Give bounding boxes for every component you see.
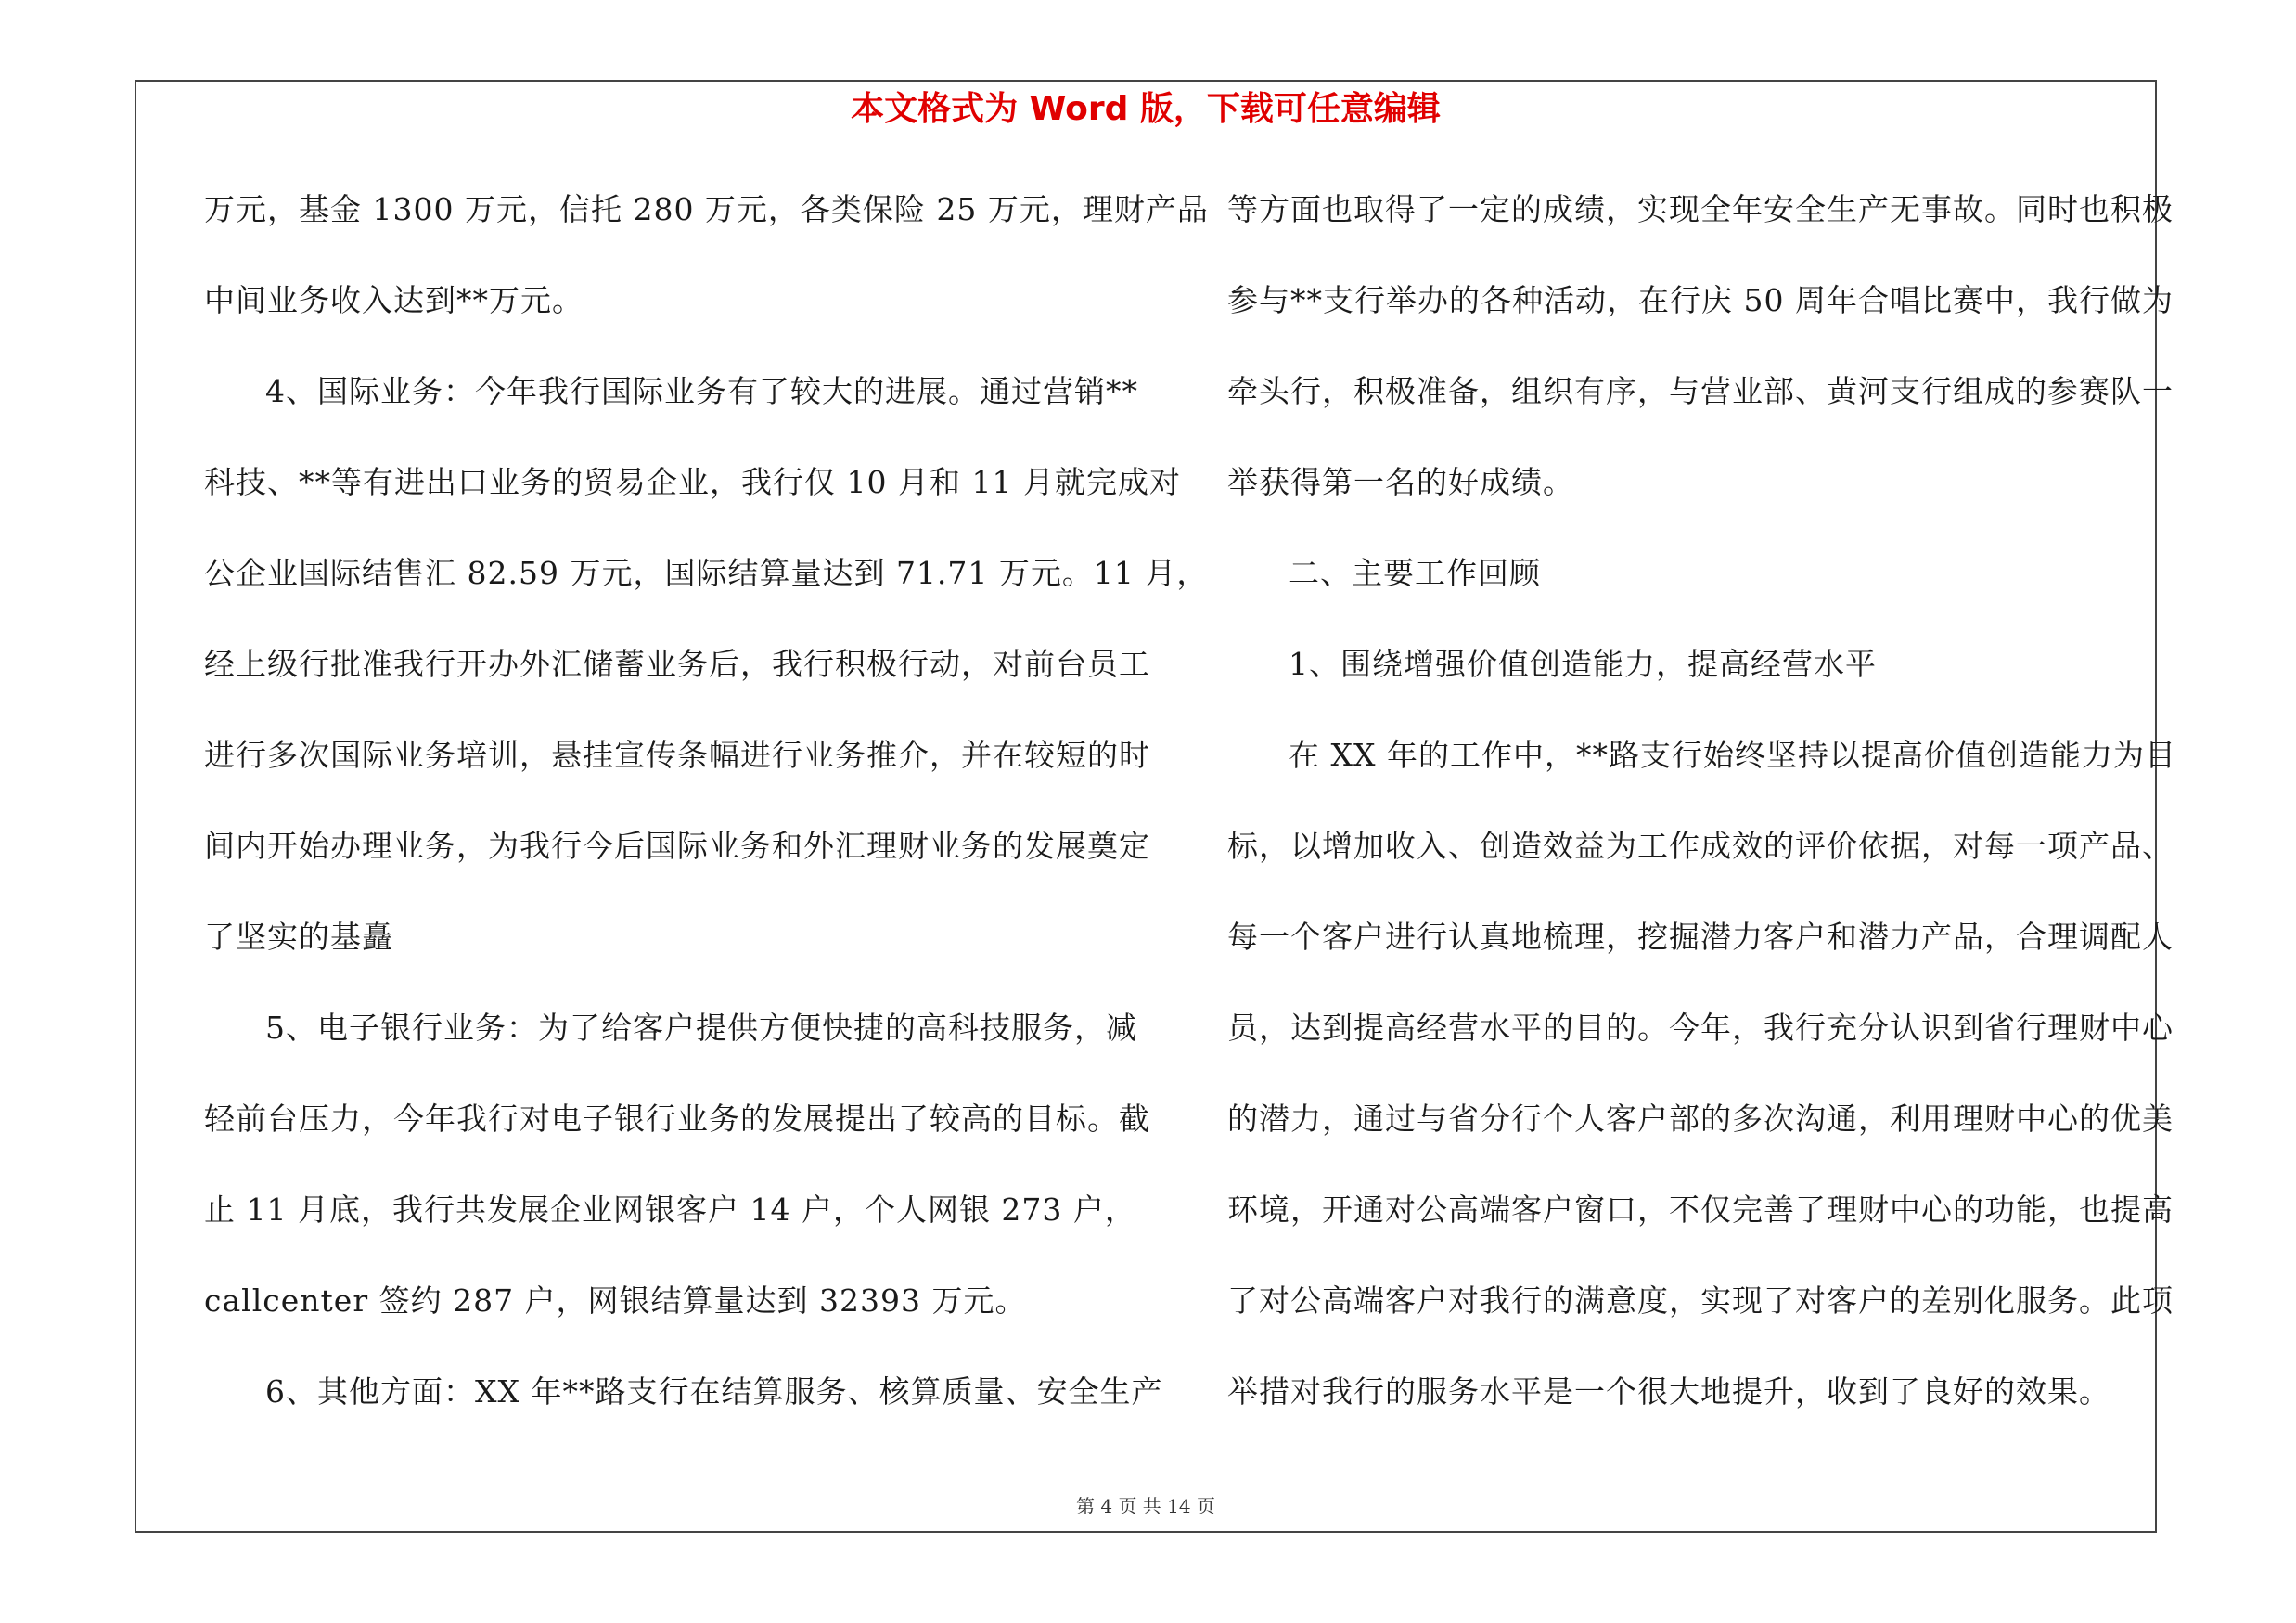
left-line-14: 6、其他方面：XX 年**路支行在结算服务、核算质量、安全生产 (265, 1373, 1163, 1410)
subsection-heading: 1、围绕增强价值创造能力，提高经营水平 (1289, 646, 1877, 682)
left-line-1: 万元，基金 1300 万元，信托 280 万元，各类保险 25 万元，理财产品 (204, 191, 1209, 227)
left-line-5: 公企业国际结售汇 82.59 万元，国际结算量达到 71.71 万元。11 月， (204, 555, 1209, 591)
right-line-14: 举措对我行的服务水平是一个很大地提升，收到了良好的效果。 (1227, 1373, 2110, 1410)
left-line-8: 间内开始办理业务，为我行今后国际业务和外汇理财业务的发展奠定 (204, 828, 1150, 864)
page-number: 第 4 页 共 14 页 (1076, 1495, 1215, 1517)
left-line-12: 止 11 月底，我行共发展企业网银客户 14 户，个人网银 273 户， (204, 1191, 1136, 1228)
right-line-8: 标，以增加收入、创造效益为工作成效的评价依据，对每一项产品、 (1227, 828, 2174, 864)
left-line-13: callcenter 签约 287 户，网银结算量达到 32393 万元。 (204, 1282, 1027, 1319)
left-line-9: 了坚实的基矗 (204, 919, 393, 955)
section-heading: 二、主要工作回顾 (1289, 555, 1541, 591)
right-line-1: 等方面也取得了一定的成绩，实现全年安全生产无事故。同时也积极 (1227, 191, 2174, 227)
right-line-4: 举获得第一名的好成绩。 (1227, 464, 1574, 500)
right-line-10: 员，达到提高经营水平的目的。今年，我行充分认识到省行理财中心 (1227, 1010, 2174, 1046)
left-line-6: 经上级行批准我行开办外汇储蓄业务后，我行积极行动，对前台员工 (204, 646, 1150, 682)
left-line-7: 进行多次国际业务培训，悬挂宣传条幅进行业务推介，并在较短的时 (204, 737, 1150, 773)
right-line-2: 参与**支行举办的各种活动，在行庆 50 周年合唱比赛中，我行做为 (1227, 282, 2174, 318)
left-line-10: 5、电子银行业务：为了给客户提供方便快捷的高科技服务，减 (265, 1010, 1137, 1046)
right-line-3: 牵头行，积极准备，组织有序，与营业部、黄河支行组成的参赛队一 (1227, 373, 2174, 409)
right-line-7: 在 XX 年的工作中，**路支行始终坚持以提高价值创造能力为目 (1289, 737, 2176, 773)
left-line-2: 中间业务收入达到**万元。 (204, 282, 584, 318)
right-line-13: 了对公高端客户对我行的满意度，实现了对客户的差别化服务。此项 (1227, 1282, 2174, 1319)
left-line-4: 科技、**等有进出口业务的贸易企业，我行仅 10 月和 11 月就完成对 (204, 464, 1181, 500)
left-line-3: 4、国际业务：今年我行国际业务有了较大的进展。通过营销** (265, 373, 1138, 409)
right-line-9: 每一个客户进行认真地梳理，挖掘潜力客户和潜力产品，合理调配人 (1227, 919, 2174, 955)
right-line-12: 环境，开通对公高端客户窗口，不仅完善了理财中心的功能，也提高 (1227, 1191, 2174, 1228)
left-line-11: 轻前台压力，今年我行对电子银行业务的发展提出了较高的目标。截 (204, 1101, 1150, 1137)
right-line-11: 的潜力，通过与省分行个人客户部的多次沟通，利用理财中心的优美 (1227, 1101, 2174, 1137)
header-banner: 本文格式为 Word 版，下载可任意编辑 (851, 90, 1441, 128)
